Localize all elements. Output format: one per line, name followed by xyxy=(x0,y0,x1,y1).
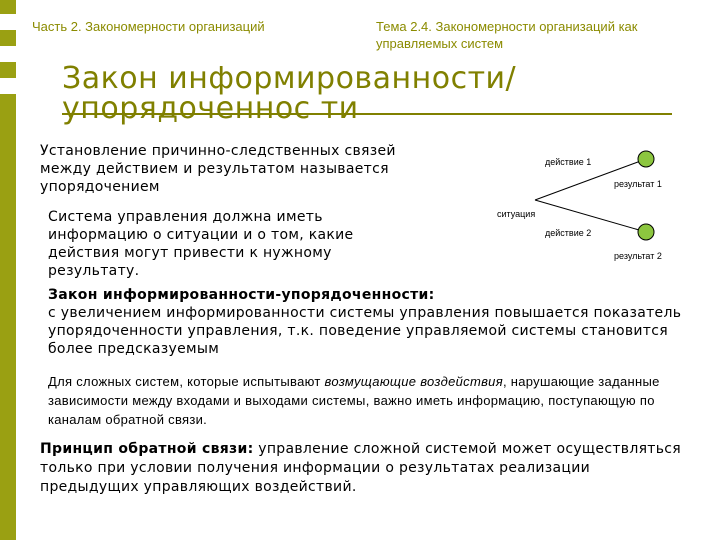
result-2-node xyxy=(638,224,654,240)
action-2-label: действие 2 xyxy=(545,228,592,238)
action-result-diagram xyxy=(480,140,710,270)
feedback-paragraph xyxy=(40,440,690,497)
side-square xyxy=(0,14,16,30)
situation-label: ситуация xyxy=(497,209,536,219)
feedback-body: управление сложной системой может осуществляться только при условии получения информации о результатах реализации предыдущих управляющих воздействий. xyxy=(40,441,682,495)
complex-text-start: Для сложных систем, которые испытывают xyxy=(48,374,325,389)
law-paragraph xyxy=(48,286,698,358)
result-1-label: результат 1 xyxy=(614,179,662,189)
definition-text: Установление причинно-следственных связей между действием и результатом называется упорядочением xyxy=(40,143,396,195)
system-info-text: Система управления должна иметь информацию о ситуации и о том, какие действия могут привести к нужному результату. xyxy=(48,209,354,279)
action-1-label: действие 1 xyxy=(545,157,592,167)
feedback-heading: Принцип обратной связи xyxy=(40,441,248,457)
law-body: с увеличением информированности системы управления повышается показатель упорядоченности управления, т.к. поведение управляемой системы становится более предсказуемым xyxy=(48,305,682,357)
feedback-colon: : xyxy=(247,441,254,457)
header-topic: Тема 2.4. Закономерности организаций как управляемых систем xyxy=(376,19,638,51)
result-2-label: результат 2 xyxy=(614,251,662,261)
header-part: Часть 2. Закономерности организаций xyxy=(32,19,265,34)
law-heading: Закон информированности-упорядоченности xyxy=(48,287,429,303)
complex-text-italic: возмущающие воздействия xyxy=(324,374,503,389)
complex-text-end: , нарушающие заданные зависимости между входами и выходами системы, важно иметь информацию, поступающую по каналам обратной связи. xyxy=(48,374,660,427)
side-square xyxy=(0,78,16,94)
side-square xyxy=(0,46,16,62)
side-decoration-bar xyxy=(0,0,16,540)
law-heading-colon: : xyxy=(428,287,435,303)
result-1-node xyxy=(638,151,654,167)
complex-systems-paragraph xyxy=(48,372,698,429)
slide-title: Закон информированности/упорядоченнос ти xyxy=(62,61,517,126)
